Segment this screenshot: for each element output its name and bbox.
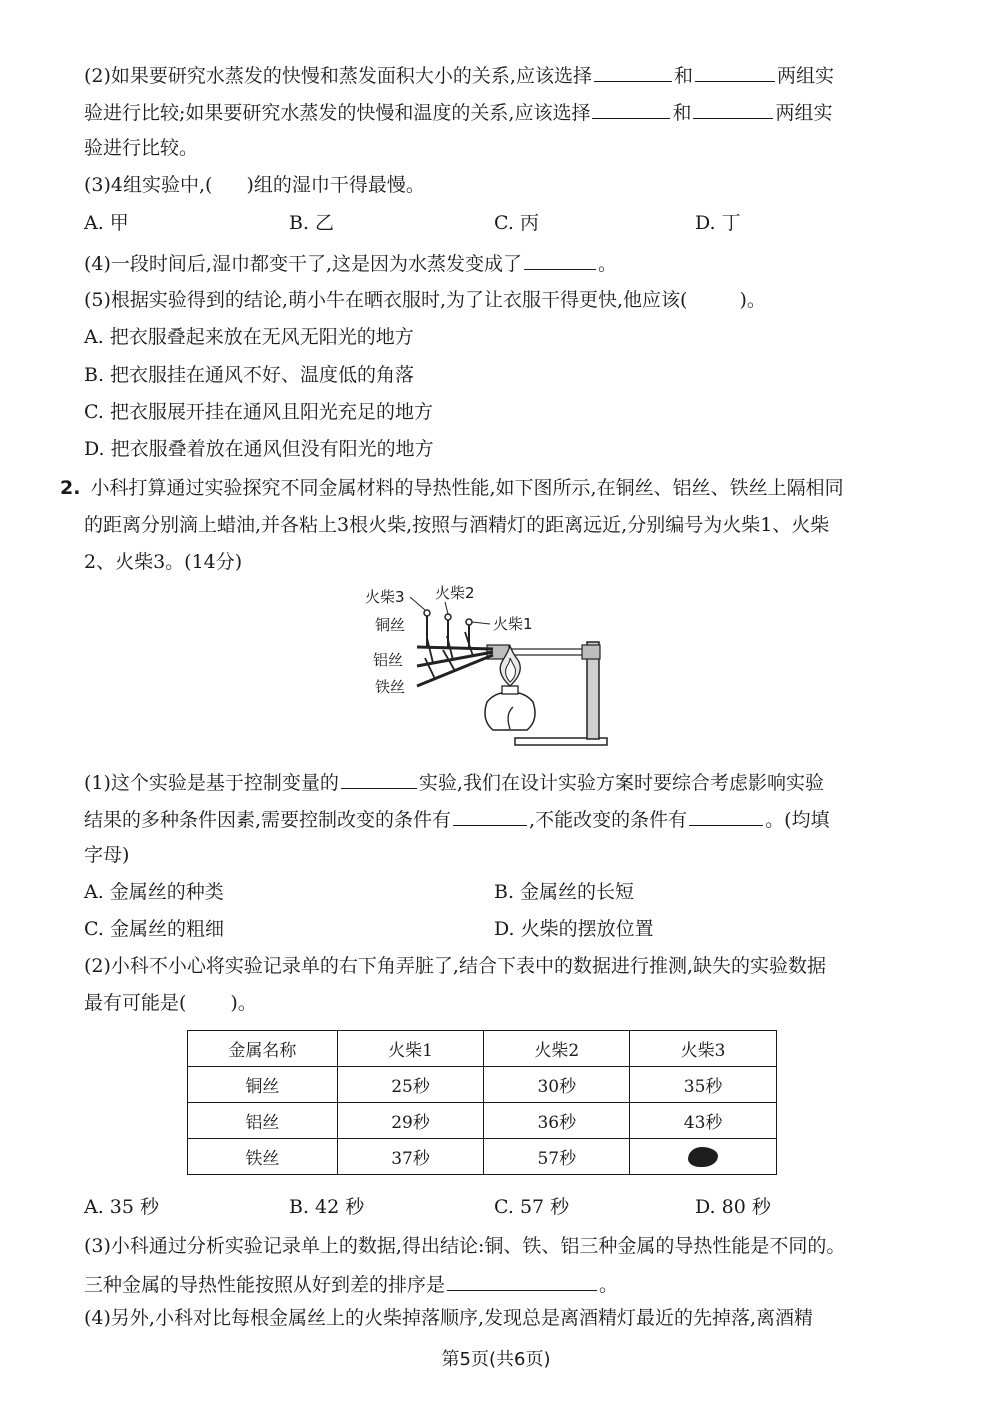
answer-blank[interactable]	[341, 768, 417, 789]
table-cell-smudged	[630, 1139, 777, 1175]
table-cell: 铁丝	[188, 1139, 338, 1175]
match-stick	[425, 658, 435, 679]
q1-p2-line2	[84, 98, 832, 126]
table-header-row	[188, 1031, 777, 1067]
q2-p4-line1: (4)另外,小科对比每根金属丝上的火柴掉落顺序,发现总是离酒精灯最近的先掉落,离酒精	[84, 1307, 814, 1329]
table-cell: 57秒	[484, 1139, 630, 1175]
q2-p2-option-a[interactable]: A. 35 秒	[84, 1196, 160, 1218]
q2-p2-line2	[84, 990, 257, 1016]
q2-p1-option-d[interactable]: D. 火柴的摆放位置	[494, 918, 654, 940]
page-footer: 第5页(共6页)	[441, 1349, 551, 1370]
text: )。	[230, 992, 257, 1014]
table-header: 火柴2	[484, 1031, 630, 1067]
match-head	[424, 610, 430, 616]
table-cell: 25秒	[337, 1067, 484, 1103]
text: 。	[599, 1274, 619, 1296]
text: 和	[673, 65, 693, 87]
table-header: 火柴1	[337, 1031, 484, 1067]
text: (1)这个实验是基于控制变量的	[84, 772, 339, 794]
answer-blank[interactable]	[594, 61, 672, 82]
q1-p3-option-c[interactable]: C. 丙	[494, 212, 539, 234]
table-cell: 铜丝	[188, 1067, 338, 1103]
q2-intro-line2: 的距离分别滴上蜡油,并各粘上3根火柴,按照与酒精灯的距离远近,分别编号为火柴1、火柴	[84, 514, 830, 536]
table-row	[188, 1067, 777, 1103]
answer-blank[interactable]	[695, 61, 775, 82]
text: 实验,我们在设计实验方案时要综合考虑影响实验	[418, 772, 824, 794]
q1-p3-option-d[interactable]: D. 丁	[695, 212, 741, 234]
answer-blank[interactable]	[592, 98, 670, 119]
text: )组的湿巾干得最慢。	[246, 174, 425, 196]
table-cell: 铝丝	[188, 1103, 338, 1139]
text: 两组实	[775, 102, 833, 124]
text: 小科打算通过实验探究不同金属材料的导热性能,如下图所示,在铜丝、铝丝、铁丝上隔相同	[90, 477, 844, 499]
text: ,不能改变的条件有	[529, 809, 688, 831]
label-aluminum: 铝丝	[373, 651, 404, 669]
match-head	[445, 614, 451, 620]
text: 验进行比较;如果要研究水蒸发的快慢和温度的关系,应该选择	[84, 102, 591, 124]
q1-p2-line3: 验进行比较。	[84, 137, 199, 159]
table-header: 火柴3	[630, 1031, 777, 1067]
text: 。(均填	[765, 809, 830, 831]
q1-p5-option-a[interactable]: A. 把衣服叠起来放在无风无阳光的地方	[84, 326, 414, 348]
match-stick	[427, 638, 433, 663]
text: 和	[672, 102, 692, 124]
q2-p2-line1: (2)小科不小心将实验记录单的右下角弄脏了,结合下表中的数据进行推测,缺失的实验数据	[84, 955, 826, 977]
table-cell: 30秒	[484, 1067, 630, 1103]
table-cell: 29秒	[337, 1103, 484, 1139]
q1-p5-option-c[interactable]: C. 把衣服展开挂在通风且阳光充足的地方	[84, 401, 433, 423]
q2-p2-option-d[interactable]: D. 80 秒	[695, 1196, 771, 1218]
label-copper: 铜丝	[375, 616, 406, 634]
q2-p1-option-b[interactable]: B. 金属丝的长短	[494, 881, 635, 903]
text: (2)如果要研究水蒸发的快慢和蒸发面积大小的关系,应该选择	[84, 65, 592, 87]
text: 两组实	[776, 65, 834, 87]
table-cell: 37秒	[337, 1139, 484, 1175]
leader-line	[445, 602, 448, 614]
q2-intro-line1	[60, 475, 844, 501]
q1-p3-option-a[interactable]: A. 甲	[84, 212, 129, 234]
q1-p3-option-b[interactable]: B. 乙	[289, 212, 335, 234]
answer-blank[interactable]	[693, 98, 773, 119]
table-header: 金属名称	[188, 1031, 338, 1067]
q2-p1-option-a[interactable]: A. 金属丝的种类	[84, 881, 224, 903]
q1-p5-option-b[interactable]: B. 把衣服挂在通风不好、温度低的角落	[84, 364, 415, 386]
leader-line	[410, 597, 425, 610]
clamp	[582, 645, 600, 659]
text: 。	[598, 253, 618, 275]
leader-line	[472, 622, 490, 624]
lamp-neck	[502, 686, 518, 694]
text: 三种金属的导热性能按照从好到差的排序是	[84, 1274, 446, 1296]
text: (3)4组实验中,(	[84, 174, 213, 196]
text: (5)根据实验得到的结论,萌小牛在晒衣服时,为了让衣服干得更快,他应该(	[84, 289, 688, 311]
answer-blank[interactable]	[453, 805, 527, 826]
table-cell: 35秒	[630, 1067, 777, 1103]
table-row	[188, 1139, 777, 1175]
ink-smudge	[688, 1147, 718, 1167]
q2-p3-line2	[84, 1270, 618, 1298]
q2-p1-line2	[84, 805, 830, 833]
table-cell: 43秒	[630, 1103, 777, 1139]
text: )。	[739, 289, 766, 311]
q2-p3-line1: (3)小科通过分析实验记录单上的数据,得出结论:铜、铁、铝三种金属的导热性能是不同的。	[84, 1235, 846, 1257]
table-cell: 36秒	[484, 1103, 630, 1139]
q2-intro-line3: 2、火柴3。(14分)	[84, 551, 243, 573]
apparatus-figure	[355, 582, 625, 754]
q2-p2-option-b[interactable]: B. 42 秒	[289, 1196, 365, 1218]
text: 结果的多种条件因素,需要控制改变的条件有	[84, 809, 452, 831]
q1-p5-option-d[interactable]: D. 把衣服叠着放在通风但没有阳光的地方	[84, 438, 434, 460]
match-head	[466, 619, 472, 625]
label-iron: 铁丝	[375, 678, 406, 696]
answer-blank[interactable]	[689, 805, 763, 826]
label-match1: 火柴1	[493, 615, 533, 633]
q2-p1-option-c[interactable]: C. 金属丝的粗细	[84, 918, 224, 940]
record-table	[187, 1030, 777, 1175]
q1-p5-stem	[84, 287, 766, 313]
answer-blank[interactable]	[524, 249, 596, 270]
q1-p2-line1	[84, 61, 834, 89]
q2-p1-line3: 字母)	[84, 844, 130, 866]
q2-p2-option-c[interactable]: C. 57 秒	[494, 1196, 570, 1218]
q1-p4-stem	[84, 249, 617, 277]
q2-p1-line1	[84, 768, 824, 796]
answer-blank[interactable]	[447, 1270, 597, 1291]
text: 最有可能是(	[84, 992, 187, 1014]
question-number: 2.	[60, 477, 81, 499]
label-match2: 火柴2	[435, 584, 475, 602]
text: (4)一段时间后,湿巾都变干了,这是因为水蒸发变成了	[84, 253, 522, 275]
table-row	[188, 1103, 777, 1139]
label-match3: 火柴3	[365, 588, 405, 606]
q1-p3-stem	[84, 172, 425, 198]
